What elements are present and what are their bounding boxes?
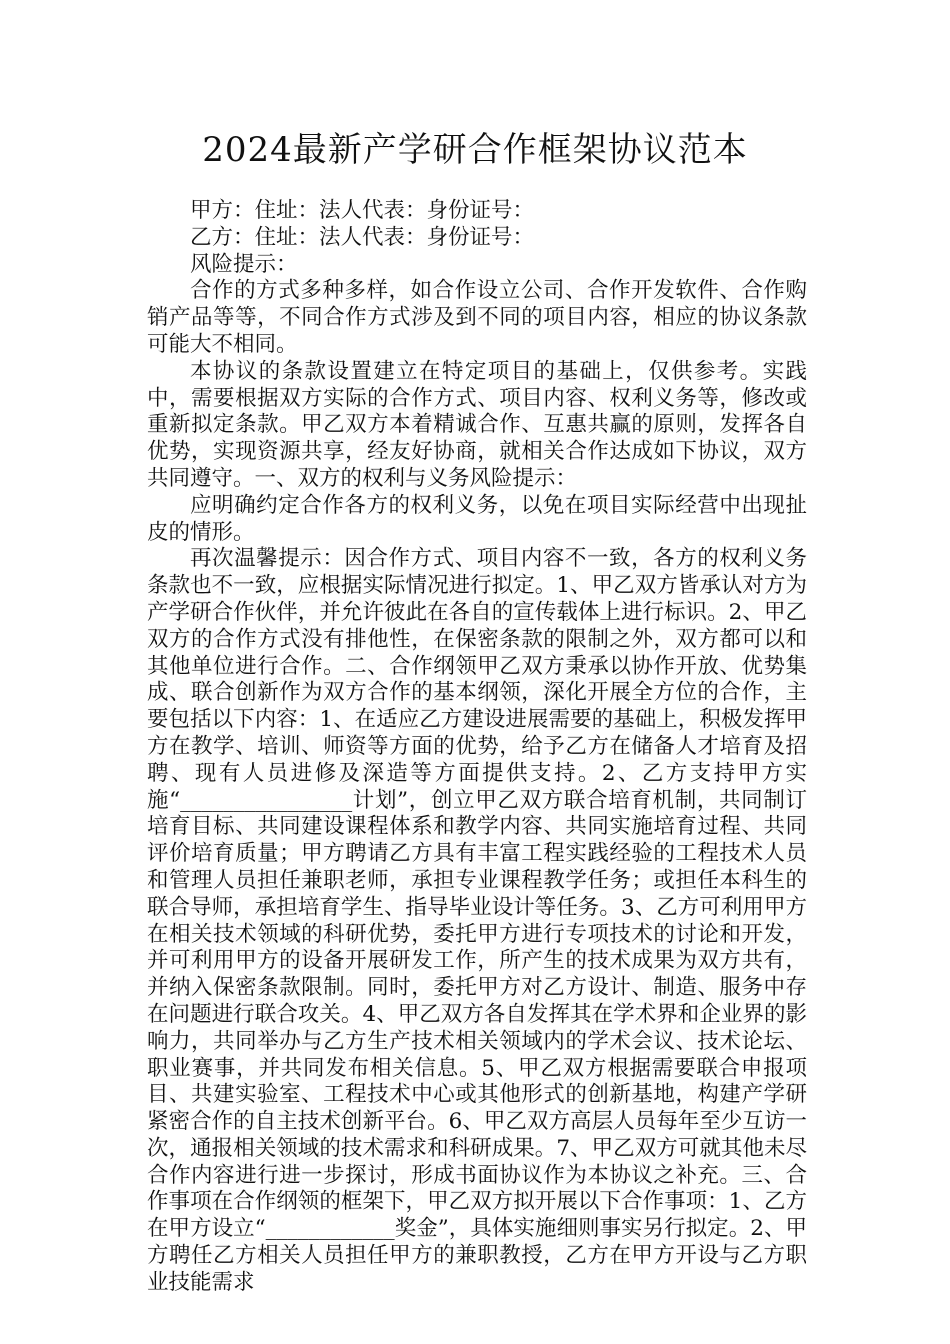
paragraph-main-terms: 再次温馨提示：因合作方式、项目内容不一致，各方的权利义务条款也不一致，应根据实际情况进行拟定。1、甲乙双方皆承认对方为产学研合作伙伴，并允许彼此在各自的宣传载体上进行标识。2、甲乙双方的合作方式没有排他性，在保密条款的限制之外，双方都可以和其他单位进行合作。二、合作纲领甲乙双方秉承以协作开放、优势集成、联合创新作为双方合作的基本纲领，深化开展全方位的合作，主要包括以下内容：1、在适应乙方建设进展需要的基础上，积极发挥甲方在教学、培训、师资等方面的优势，给予乙方在储备人才培育及招聘、现有人员进修及深造等方面提供支持。2、乙方支持甲方实施“________________计划”，创立甲乙双方联合培育机制，共同制订培育目标、共同建设课程体系和教学内容、共同实施培育过程、共同评价培育质量；甲方聘请乙方具有丰富工程实践经验的工程技术人员和管理人员担任兼职老师，承担专业课程教学任务；或担任本科生的联合导师，承担培育学生、指导毕业设计等任务。3、乙方可利用甲方在相关技术领域的科研优势，委托甲方进行专项技术的讨论和开发，并可利用甲方的设备开展研发工作，所产生的技术成果为双方共有，并纳入保密条款限制。同时，委托甲方对乙方设计、制造、服务中存在问题进行联合攻关。4、甲乙双方各自发挥其在学术界和企业界的影响力，共同举办与乙方生产技术相关领域内的学术会议、技术论坛、职业赛事，并共同发布相关信息。5、甲乙双方根据需要联合申报项目、共建实验室、工程技术中心或其他形式的创新基地，构建产学研紧密合作的自主技术创新平台。6、甲乙双方高层人员每年至少互访一次，通报相关领域的技术需求和科研成果。7、甲乙双方可就其他未尽合作内容进行进一步探讨，形成书面协议作为本协议之补充。三、合作事项在合作纲领的框架下，甲乙双方拟开展以下合作事项：1、乙方在甲方设立“____________奖金”，具体实施细则事实另行拟定。2、甲方聘任乙方相关人员担任甲方的兼职教授，乙方在甲方开设与乙方职业技能需求 [147, 546, 807, 1295]
party-a-line: 甲方：住址：法人代表：身份证号： [190, 198, 535, 223]
document-title: 2024最新产学研合作框架协议范本 [202, 130, 748, 170]
document-body [147, 198, 807, 1297]
paragraph-agreement-basis: 本协议的条款设置建立在特定项目的基础上，仅供参考。实践中，需要根据双方实际的合作方式、项目内容、权利义务等，修改或重新拟定条款。甲乙双方本着精诚合作、互惠共赢的原则，发挥各自优势，实现资源共享，经友好协商，就相关合作达成如下协议，双方共同遵守。一、双方的权利与义务风险提示： [147, 358, 807, 491]
risk-notice-heading: 风险提示： [190, 251, 298, 277]
paragraph-cooperation-forms: 合作的方式多种多样，如合作设立公司、合作开发软件、合作购销产品等等，不同合作方式涉及到不同的项目内容，相应的协议条款可能大不相同。 [147, 278, 807, 357]
paragraph-rights-obligations: 应明确约定合作各方的权利义务，以免在项目实际经营中出现扯皮的情形。 [147, 492, 807, 545]
party-b-line: 乙方：住址：法人代表：身份证号： [190, 224, 535, 250]
